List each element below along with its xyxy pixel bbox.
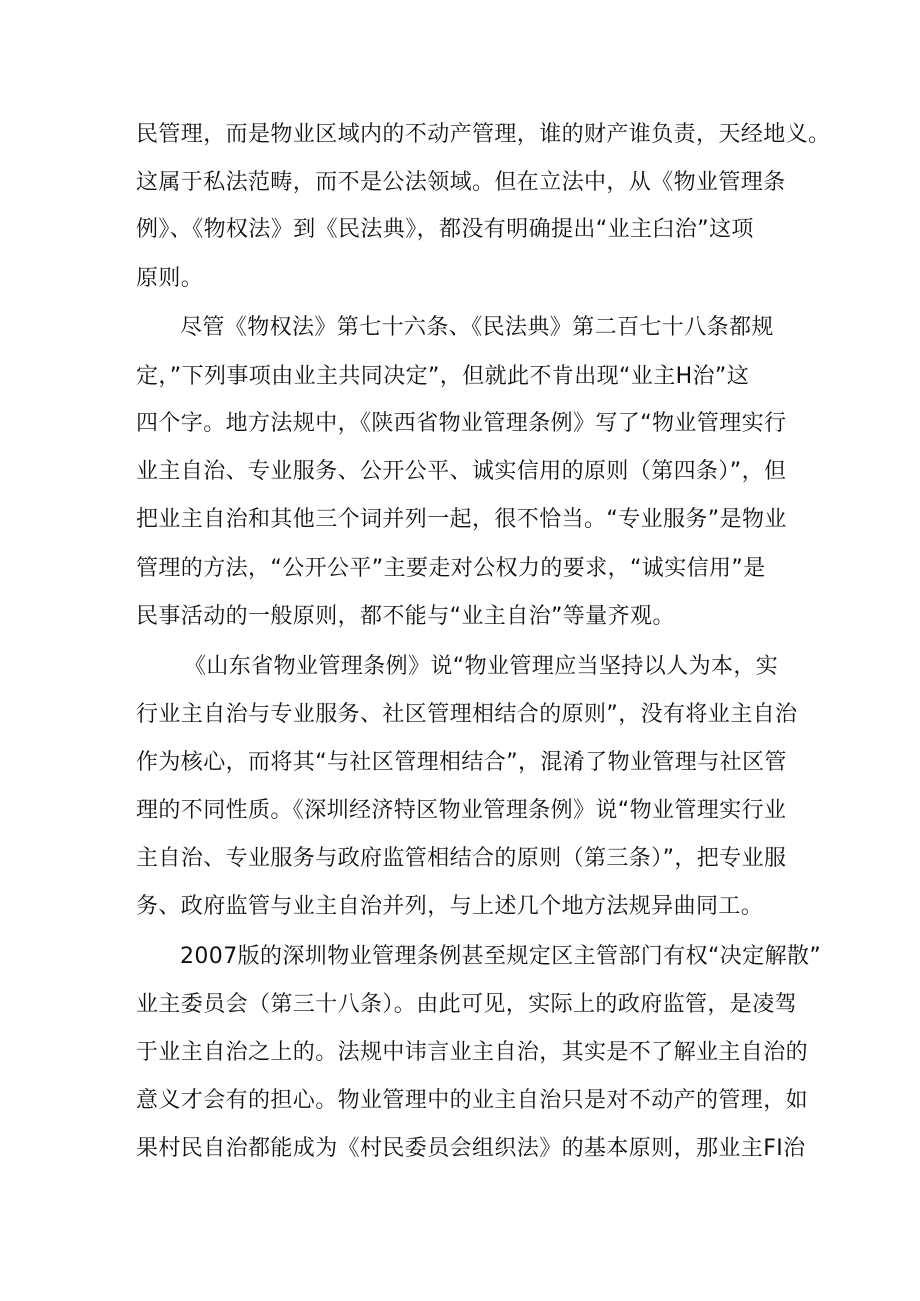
text-line: 这属于私法范畴，而不是公法领域。但在立法中，从《物业管理条: [136, 170, 786, 195]
text-line: 民事活动的一般原则，都不能与“业主自治”等量齐观。: [136, 604, 675, 629]
text-line: 四个字。地方法规中，《陕西省物业管理条例》写了“物业管理实行: [136, 411, 787, 436]
text-line: 意义才会有的担心。物业管理中的业主自治只是对不动产的管理，如: [136, 1088, 809, 1113]
text-line: 例》、《物权法》到《民法典》，都没有明确提出“业主臼治”这项: [136, 217, 754, 242]
text-line: 业主自治、专业服务、公开公平、诚实信用的原则（第四条）”，但: [136, 459, 787, 484]
text-line: 《山东省物业管理条例》说“物业管理应当坚持以人为本，实: [184, 654, 779, 679]
text-line: 主自治、专业服务与政府监管相结合的原则（第三条）”，把专业服: [136, 846, 787, 871]
text-line: 原则。: [136, 266, 204, 291]
text-line: 民管理，而是物业区域内的不动产管理，谁的财产谁负责，天经地义。: [136, 122, 831, 147]
text-line: 行业主自治与专业服务、社区管理相结合的原则”，没有将业主自治: [136, 702, 798, 727]
text-line: 理的不同性质。《深圳经济特区物业管理条例》说“物业管理实行业: [136, 798, 787, 823]
text-line: 作为核心，而将其“与社区管理相结合”，混淆了物业管理与社区管: [136, 750, 787, 775]
text-line: 定，”下列事项由业主共同决定”，但就此不肯出现“业主H治”这: [136, 364, 750, 389]
text-line: 管理的方法，“公开公平”主要走对公权力的要求，“诚实信用”是: [136, 556, 766, 581]
text-line: 把业主自治和其他三个词并列一起，很不恰当。“专业服务”是物业: [136, 507, 787, 532]
text-line: 于业主自治之上的。法规中讳言业主自治，其实是不了解业主自治的: [136, 1040, 809, 1065]
text-line: 2007版的深圳物业管理条例甚至规定区主管部门有权“决定解散”: [180, 944, 822, 969]
text-line: 果村民自治都能成为《村民委员会组织法》的基本原则，那业主FI治: [136, 1136, 806, 1161]
text-line: 务、政府监管与业主自治并列，与上述几个地方法规异曲同工。: [136, 894, 764, 919]
text-line: 尽管《物权法》第七十六条、《民法典》第二百七十八条都规: [180, 315, 774, 340]
text-line: 业主委员会（第三十八条）。由此可见，实际上的政府监管，是凌驾: [136, 992, 798, 1017]
